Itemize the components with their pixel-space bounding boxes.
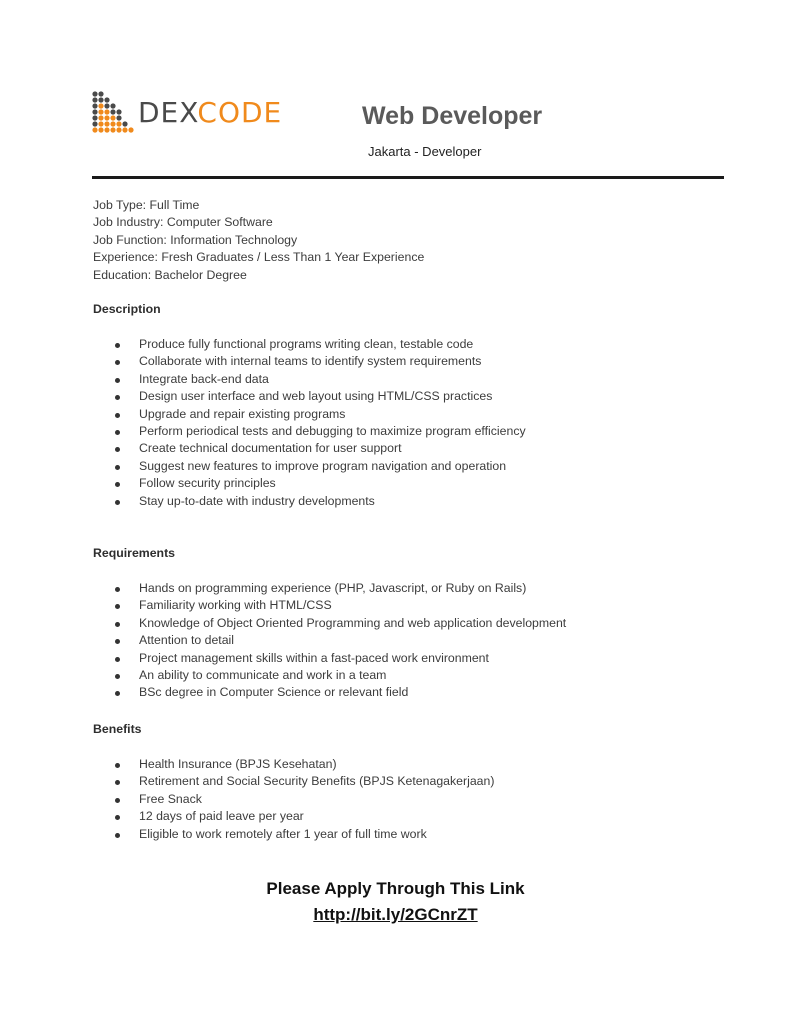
list-item — [114, 458, 526, 475]
list-item-text: Health Insurance (BPJS Kesehatan) — [139, 757, 337, 771]
list-item — [114, 388, 526, 405]
list-item-text: Knowledge of Object Oriented Programming and web application development — [139, 615, 567, 630]
job-subtitle: Jakarta - Developer — [368, 144, 482, 159]
list-item — [114, 632, 566, 649]
list-item-text: Integrate back-end data — [139, 371, 269, 386]
list-item — [114, 493, 526, 510]
meta-job-type: Job Type: Full Time — [93, 198, 200, 212]
list-item — [114, 353, 526, 370]
bullet-icon — [115, 657, 120, 662]
bullet-icon — [115, 500, 120, 505]
benefits-list — [114, 756, 494, 843]
apply-link[interactable]: http://bit.ly/2GCnrZT — [313, 905, 478, 924]
bullet-icon — [115, 763, 120, 768]
logo-wordmark-code: CODE — [197, 96, 283, 129]
bullet-icon — [115, 604, 120, 609]
bullet-icon — [115, 343, 120, 348]
bullet-icon — [115, 587, 120, 592]
list-item-text: Perform periodical tests and debugging to maximize program efficiency — [139, 424, 526, 439]
bullet-icon — [115, 833, 120, 838]
bullet-icon — [115, 815, 120, 820]
bullet-icon — [115, 674, 120, 679]
list-item — [114, 580, 566, 597]
list-item-text: BSc degree in Computer Science or relevant field — [139, 685, 409, 700]
dexcode-logo-mark-icon — [92, 91, 134, 135]
dexcode-logo — [92, 91, 282, 135]
list-item-text: Retirement and Social Security Benefits (BPJS Ketenagakerjaan) — [139, 774, 495, 789]
list-item — [114, 371, 526, 388]
list-item-text: Design user interface and web layout using HTML/CSS practices — [139, 389, 493, 404]
bullet-icon — [115, 798, 120, 803]
bullet-icon — [115, 780, 120, 785]
logo-wordmark-dex: DEX — [138, 96, 198, 129]
list-item — [114, 597, 566, 614]
apply-link-wrapper — [0, 905, 791, 925]
list-item — [114, 650, 566, 667]
bullet-icon — [115, 430, 120, 435]
list-item — [114, 406, 526, 423]
header-divider — [92, 176, 724, 179]
list-item — [114, 808, 494, 825]
bullet-icon — [115, 465, 120, 470]
list-item — [114, 756, 494, 773]
meta-job-industry: Job Industry: Computer Software — [93, 215, 273, 230]
list-item-text: Free Snack — [139, 791, 202, 806]
benefits-heading: Benefits — [93, 722, 142, 736]
list-item — [114, 475, 526, 492]
bullet-icon — [115, 447, 120, 452]
list-item — [114, 423, 526, 440]
list-item — [114, 684, 566, 701]
list-item-text: An ability to communicate and work in a team — [139, 668, 387, 683]
list-item-text: Familiarity working with HTML/CSS — [139, 598, 332, 613]
list-item-text: Eligible to work remotely after 1 year of full time work — [139, 826, 427, 841]
meta-job-function: Job Function: Information Technology — [93, 232, 298, 247]
list-item-text: Create technical documentation for user support — [139, 441, 402, 456]
bullet-icon — [115, 622, 120, 627]
list-item — [114, 440, 526, 457]
list-item — [114, 791, 494, 808]
requirements-heading: Requirements — [93, 546, 176, 560]
list-item — [114, 826, 494, 843]
logo-wordmark — [138, 96, 283, 129]
bullet-icon — [115, 639, 120, 644]
list-item-text: Collaborate with internal teams to identify system requirements — [139, 354, 482, 369]
list-item — [114, 667, 566, 684]
list-item-text: Hands on programming experience (PHP, Javascript, or Ruby on Rails) — [139, 581, 527, 595]
bullet-icon — [115, 360, 120, 365]
list-item-text: Produce fully functional programs writing clean, testable code — [139, 337, 474, 351]
description-heading: Description — [93, 302, 161, 316]
list-item-text: Stay up-to-date with industry developments — [139, 493, 375, 508]
bullet-icon — [115, 691, 120, 696]
meta-education: Education: Bachelor Degree — [93, 267, 247, 282]
list-item — [114, 773, 494, 790]
bullet-icon — [115, 413, 120, 418]
list-item-text: Suggest new features to improve program navigation and operation — [139, 458, 507, 473]
list-item-text: Attention to detail — [139, 633, 235, 648]
meta-experience: Experience: Fresh Graduates / Less Than 1 Year Experience — [93, 250, 425, 265]
bullet-icon — [115, 378, 120, 383]
bullet-icon — [115, 395, 120, 400]
list-item-text: Follow security principles — [139, 476, 276, 491]
apply-call-to-action: Please Apply Through This Link — [266, 879, 525, 898]
requirements-list — [114, 580, 566, 702]
list-item — [114, 336, 526, 353]
list-item-text: Project management skills within a fast-paced work environment — [139, 650, 489, 665]
job-meta — [93, 197, 424, 284]
job-title: Web Developer — [362, 102, 543, 130]
list-item-text: Upgrade and repair existing programs — [139, 406, 346, 421]
list-item-text: 12 days of paid leave per year — [139, 809, 304, 824]
bullet-icon — [115, 482, 120, 487]
list-item — [114, 615, 566, 632]
description-list — [114, 336, 526, 510]
